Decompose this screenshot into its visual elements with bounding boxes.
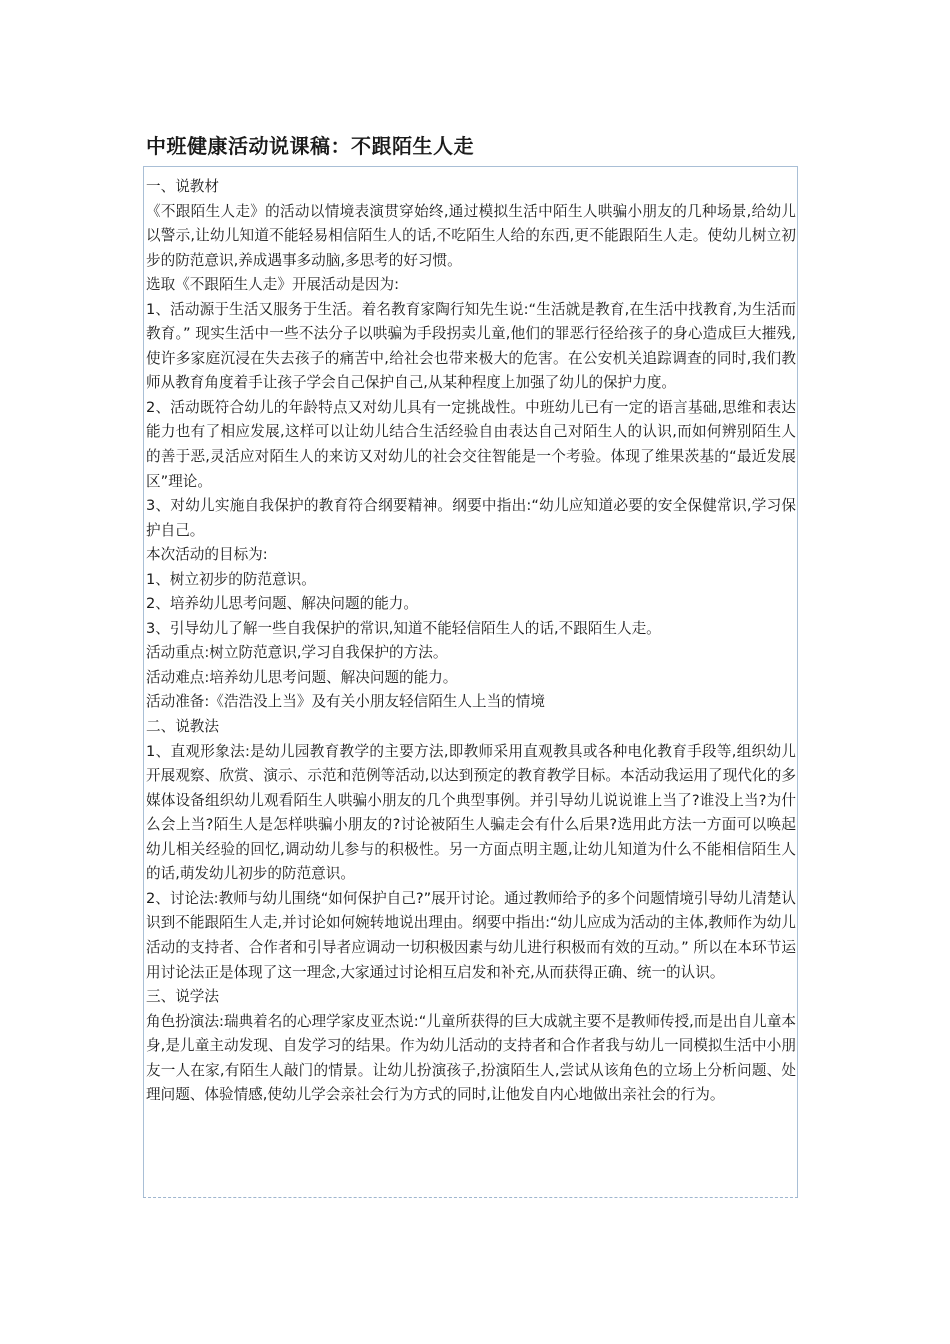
paragraph-goal-1: 1、树立初步的防范意识。 <box>146 570 316 588</box>
paragraph-difficulty: 活动难点:培养幼儿思考问题、解决问题的能力。 <box>146 668 458 686</box>
section-heading-learning-method: 三、说学法 <box>146 988 219 1006</box>
paragraph-role-play: 角色扮演法:瑞典着名的心理学家皮亚杰说:“儿童所获得的巨大成就主要不是教师传授,而是出自儿童本身,是儿童主动发现、自发学习的结果。作为幼儿活动的支持者和合作者我与幼儿一同模拟生活中小朋友一人在家,有陌生人敲门的情景。让幼儿扮演孩子,扮演陌生人,尝试从该角色的立场上分析问题、处理问题、体验情感,使幼儿学会亲社会行为方式的同时,让他发自内心地做出亲社会的行为。 <box>146 1012 796 1104</box>
paragraph-reason-3: 3、对幼儿实施自我保护的教育符合纲要精神。纲要中指出:“幼儿应知道必要的安全保健常识,学习保护自己。 <box>146 497 796 539</box>
paragraph-activity-intro: 《不跟陌生人走》的活动以情境表演贯穿始终,通过模拟生活中陌生人哄骗小朋友的几种场景,给幼儿以警示,让幼儿知道不能轻易相信陌生人的话,不吃陌生人给的东西,更不能跟陌生人走。使幼儿树立初步的防范意识,养成遇事多动脑,多思考的好习惯。 <box>146 202 796 269</box>
paragraph-method-visual: 1、直观形象法:是幼儿园教育教学的主要方法,即教师采用直观教具或各种电化教育手段等,组织幼儿开展观察、欣赏、演示、示范和范例等活动,以达到预定的教育教学目标。本活动我运用了现代化的多媒体设备组织幼儿观看陌生人哄骗小朋友的几个典型事例。并引导幼儿说说谁上当了?谁没上当?为什么会上当?陌生人是怎样哄骗小朋友的?讨论被陌生人骗走会有什么后果?选用此方法一方面可以唤起幼儿相关经验的回忆,调动幼儿参与的积极性。另一方面点明主题,让幼儿知道为什么不能相信陌生人的话,萌发幼儿初步的防范意识。 <box>146 742 796 883</box>
paragraph-goals-lead: 本次活动的目标为: <box>146 546 268 564</box>
paragraph-goal-3: 3、引导幼儿了解一些自我保护的常识,知道不能轻信陌生人的话,不跟陌生人走。 <box>146 619 661 637</box>
paragraph-reason-1: 1、活动源于生活又服务于生活。着名教育家陶行知先生说:“生活就是教育,在生活中找教育,为生活而教育。” 现实生活中一些不法分子以哄骗为手段拐卖儿童,他们的罪恶行径给孩子的身心造成巨大摧残,使许多家庭沉浸在失去孩子的痛苦中,给社会也带来极大的危害。在公安机关追踪调查的同时,我们教师从教育角度着手让孩子学会自己保护自己,从某种程度上加强了幼儿的保护力度。 <box>146 300 796 392</box>
document-title: 中班健康活动说课稿：不跟陌生人走 <box>146 134 474 158</box>
paragraph-reasons-lead: 选取《不跟陌生人走》开展活动是因为: <box>146 276 400 294</box>
paragraph-key-point: 活动重点:树立防范意识,学习自我保护的方法。 <box>146 644 448 662</box>
paragraph-goal-2: 2、培养幼儿思考问题、解决问题的能力。 <box>146 595 418 613</box>
paragraph-preparation: 活动准备:《浩浩没上当》及有关小朋友轻信陌生人上当的情境 <box>146 693 545 711</box>
section-heading-teaching-method: 二、说教法 <box>146 718 219 736</box>
document-body <box>146 175 796 1108</box>
paragraph-reason-2: 2、活动既符合幼儿的年龄特点又对幼儿具有一定挑战性。中班幼儿已有一定的语言基础,思维和表达能力也有了相应发展,这样可以让幼儿结合生活经验自由表达自己对陌生人的认识,而如何辨别陌生人的善于恶,灵活应对陌生人的来访又对幼儿的社会交往智能是一个考验。体现了维果茨基的“最近发展区”理论。 <box>146 398 796 490</box>
section-heading-teaching-material: 一、说教材 <box>146 178 219 195</box>
content-frame <box>143 166 798 1198</box>
paragraph-method-discussion: 2、讨论法:教师与幼儿围绕“如何保护自己?”展开讨论。通过教师给予的多个问题情境引导幼儿清楚认识到不能跟陌生人走,并讨论如何婉转地说出理由。纲要中指出:“幼儿应成为活动的主体,教师作为幼儿活动的支持者、合作者和引导者应调动一切积极因素与幼儿进行积极而有效的互动。” 所以在本环节运用讨论法正是体现了这一理念,大家通过讨论相互启发和补充,从而获得正确、统一的认识。 <box>146 889 797 981</box>
